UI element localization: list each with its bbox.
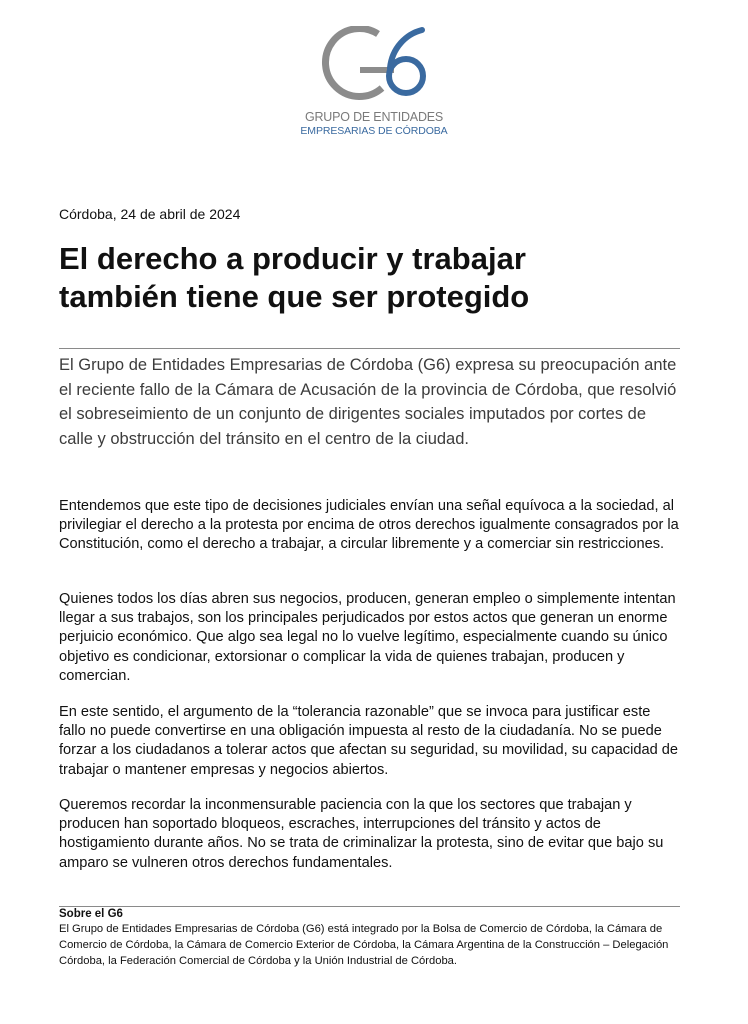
g6-logo	[288, 26, 460, 142]
about-text: El Grupo de Entidades Empresarias de Córdoba (G6) está integrado por la Bolsa de Comercio de Córdoba, la Cámara de Comercio de Córdoba, la Cámara de Comercio Exterior de Córdoba, la Cámara Argentina de la Construcción – Delegación Córdoba, la Federación Comercial de Córdoba y la Unión Industrial de Córdoba.	[59, 923, 669, 967]
body-paragraph-1: Entendemos que este tipo de decisiones judiciales envían una señal equívoca a la sociedad, al privilegiar el derecho a la protesta por encima de otros derechos igualmente consagrados por la Constitución, como el derecho a trabajar, a circular libremente y a comerciar sin restricciones.	[59, 498, 679, 553]
logo-text-line2: EMPRESARIAS DE CÓRDOBA	[300, 125, 448, 137]
about-title: Sobre el G6	[59, 908, 123, 920]
press-date: Córdoba, 24 de abril de 2024	[59, 206, 241, 222]
divider-top	[59, 348, 680, 349]
headline-line-1: El derecho a producir y trabajar	[59, 241, 526, 276]
body-paragraph-3: En este sentido, el argumento de la “tolerancia razonable” que se invoca para justificar este fallo no puede convertirse en una obligación impuesta al resto de la ciudadanía. No se puede forzar a los ciudadanos a tolerar actos que afectan su seguridad, su movilidad, su capacidad de trabajar o mantener empresas y negocios abiertos.	[59, 704, 678, 778]
logo-text-line1: GRUPO DE ENTIDADES	[304, 110, 444, 124]
body-paragraph-4: Queremos recordar la inconmensurable paciencia con la que los sectores que trabajan y producen han soportado bloqueos, escraches, interrupciones del tránsito y actos de hostigamiento durante años. No se trata de criminalizar la protesta, sino de evitar que bajo su amparo se vulneren otros derechos fundamentales.	[59, 797, 664, 871]
headline-line-2: también tiene que ser protegido	[59, 279, 530, 314]
divider-bottom	[59, 906, 680, 907]
lead-paragraph: El Grupo de Entidades Empresarias de Córdoba (G6) expresa su preocupación ante el reciente fallo de la Cámara de Acusación de la provincia de Córdoba, que resolvió el sobreseimiento de un conjunto de dirigentes sociales imputados por cortes de calle y obstrucción del tránsito en el centro de la ciudad.	[59, 356, 677, 448]
g6-logo-mark	[318, 26, 430, 104]
headline	[59, 240, 679, 316]
body-paragraph-2: Quienes todos los días abren sus negocios, producen, generan empleo o simplemente intentan llegar a sus trabajos, son los principales perjudicados por estos actos que generan un enorme perjuicio económico. Que algo sea legal no lo vuelve legítimo, especialmente cuando su único objetivo es condicionar, extorsionar o complicar la vida de quienes trabajan, producen y comercian.	[59, 591, 676, 684]
